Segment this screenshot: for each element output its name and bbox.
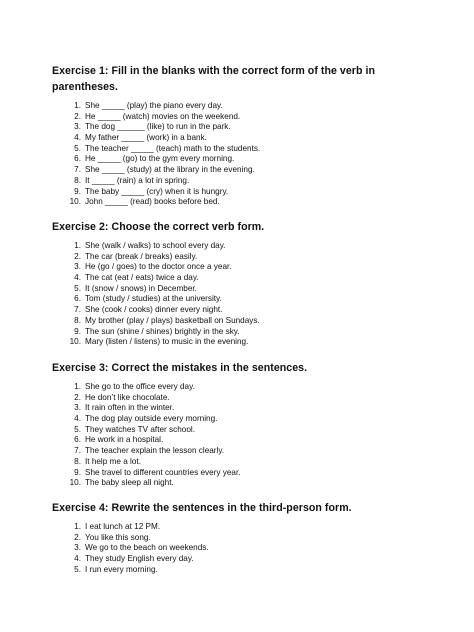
item-text: She _____ (play) the piano every day.: [85, 101, 223, 110]
item-text: The teacher _____ (teach) math to the students.: [85, 143, 261, 153]
list-item: [52, 112, 432, 123]
list-item: [52, 435, 432, 446]
item-text: They study English every day.: [85, 554, 194, 564]
exercise-2: [52, 219, 432, 348]
list-item: [52, 327, 432, 338]
exercise-3: [52, 360, 432, 489]
exercise-3-title: Exercise 3: Correct the mistakes in the sentences.: [52, 362, 308, 374]
list-item: [52, 252, 432, 263]
item-text: She go to the office every day.: [85, 382, 195, 391]
list-item: [52, 522, 432, 533]
item-number: 6.: [74, 154, 81, 164]
item-text: They watches TV after school.: [85, 424, 195, 434]
item-number: 3.: [74, 122, 81, 132]
item-text: It help me a lot.: [85, 456, 141, 466]
list-item: [52, 122, 432, 133]
list-item: [52, 305, 432, 316]
item-text: He _____ (watch) movies on the weekend.: [85, 111, 241, 121]
list-item: [52, 154, 432, 165]
item-number: 4.: [74, 273, 81, 283]
exercise-4-list: [52, 522, 432, 575]
item-number: 9.: [74, 186, 81, 196]
list-item: [52, 382, 432, 393]
exercise-2-title: Exercise 2: Choose the correct verb form.: [52, 221, 265, 233]
list-item: [52, 565, 432, 576]
list-item: [52, 543, 432, 554]
item-text: The car (break / breaks) easily.: [85, 251, 198, 261]
list-item: [52, 241, 432, 252]
item-text: You like this song.: [85, 532, 151, 542]
list-item: [52, 425, 432, 436]
item-number: 4.: [74, 554, 81, 564]
list-item: [52, 176, 432, 187]
item-number: 1.: [74, 101, 81, 110]
item-number: 8.: [74, 315, 81, 325]
item-number: 1.: [74, 382, 81, 391]
item-number: 2.: [74, 251, 81, 261]
item-number: 10.: [69, 478, 81, 488]
item-text: Mary (listen / listens) to music in the evening.: [85, 337, 249, 347]
item-number: 7.: [74, 305, 81, 315]
list-item: [52, 446, 432, 457]
item-number: 3.: [74, 543, 81, 553]
item-number: 6.: [74, 435, 81, 445]
item-text: She (walk / walks) to school every day.: [85, 241, 226, 250]
item-number: 10.: [69, 197, 81, 207]
exercise-1-title: Exercise 1: Fill in the blanks with the correct form of the verb in parentheses.: [52, 65, 376, 93]
item-text: He _____ (go) to the gym every morning.: [85, 154, 235, 164]
list-item: [52, 393, 432, 404]
item-number: 1.: [74, 241, 81, 250]
exercise-3-list: [52, 382, 432, 489]
item-number: 8.: [74, 456, 81, 466]
list-item: [52, 144, 432, 155]
item-number: 2.: [74, 111, 81, 121]
item-number: 1.: [74, 522, 81, 531]
item-text: The baby _____ (cry) when it is hungry.: [85, 186, 229, 196]
item-number: 5.: [74, 424, 81, 434]
item-number: 7.: [74, 165, 81, 175]
list-item: [52, 101, 432, 112]
item-text: It rain often in the winter.: [85, 403, 175, 413]
list-item: [52, 284, 432, 295]
item-number: 8.: [74, 175, 81, 185]
item-number: 5.: [74, 564, 81, 574]
item-number: 10.: [69, 337, 81, 347]
item-text: She travel to different countries every year.: [85, 467, 241, 477]
item-text: The teacher explain the lesson clearly.: [85, 446, 225, 456]
item-text: The dog ______ (like) to run in the park.: [85, 122, 231, 132]
item-number: 3.: [74, 403, 81, 413]
item-text: John _____ (read) books before bed.: [85, 197, 220, 207]
item-text: Tom (study / studies) at the university.: [85, 294, 222, 304]
item-number: 9.: [74, 467, 81, 477]
list-item: [52, 294, 432, 305]
exercise-1: [52, 63, 432, 208]
item-number: 5.: [74, 283, 81, 293]
list-item: [52, 468, 432, 479]
list-item: [52, 316, 432, 327]
item-text: My brother (play / plays) basketball on Sundays.: [85, 315, 260, 325]
exercise-1-list: [52, 101, 432, 208]
list-item: [52, 533, 432, 544]
list-item: [52, 262, 432, 273]
item-text: He don’t like chocolate.: [85, 392, 170, 402]
item-text: I eat lunch at 12 PM.: [85, 522, 161, 531]
item-text: I run every morning.: [85, 564, 158, 574]
item-number: 2.: [74, 392, 81, 402]
list-item: [52, 554, 432, 565]
item-number: 7.: [74, 446, 81, 456]
list-item: [52, 197, 432, 208]
item-number: 4.: [74, 133, 81, 143]
exercise-2-list: [52, 241, 432, 348]
item-text: She (cook / cooks) dinner every night.: [85, 305, 223, 315]
item-number: 6.: [74, 294, 81, 304]
list-item: [52, 403, 432, 414]
item-text: She _____ (study) at the library in the evening.: [85, 165, 255, 175]
item-number: 4.: [74, 414, 81, 424]
list-item: [52, 457, 432, 468]
item-number: 2.: [74, 532, 81, 542]
item-text: My father _____ (work) in a bank.: [85, 133, 207, 143]
list-item: [52, 337, 432, 348]
item-number: 3.: [74, 262, 81, 272]
list-item: [52, 165, 432, 176]
item-text: He (go / goes) to the doctor once a year.: [85, 262, 232, 272]
item-text: We go to the beach on weekends.: [85, 543, 209, 553]
list-item: [52, 187, 432, 198]
item-text: The baby sleep all night.: [85, 478, 174, 488]
list-item: [52, 414, 432, 425]
item-number: 9.: [74, 326, 81, 336]
exercise-4: [52, 500, 432, 575]
item-number: 5.: [74, 143, 81, 153]
item-text: He work in a hospital.: [85, 435, 164, 445]
list-item: [52, 133, 432, 144]
list-item: [52, 478, 432, 489]
list-item: [52, 273, 432, 284]
exercise-4-title: Exercise 4: Rewrite the sentences in the third-person form.: [52, 502, 352, 514]
item-text: The cat (eat / eats) twice a day.: [85, 273, 199, 283]
item-text: The dog play outside every morning.: [85, 414, 218, 424]
item-text: The sun (shine / shines) brightly in the sky.: [85, 326, 240, 336]
item-text: It _____ (rain) a lot in spring.: [85, 175, 190, 185]
item-text: It (snow / snows) in December.: [85, 283, 197, 293]
